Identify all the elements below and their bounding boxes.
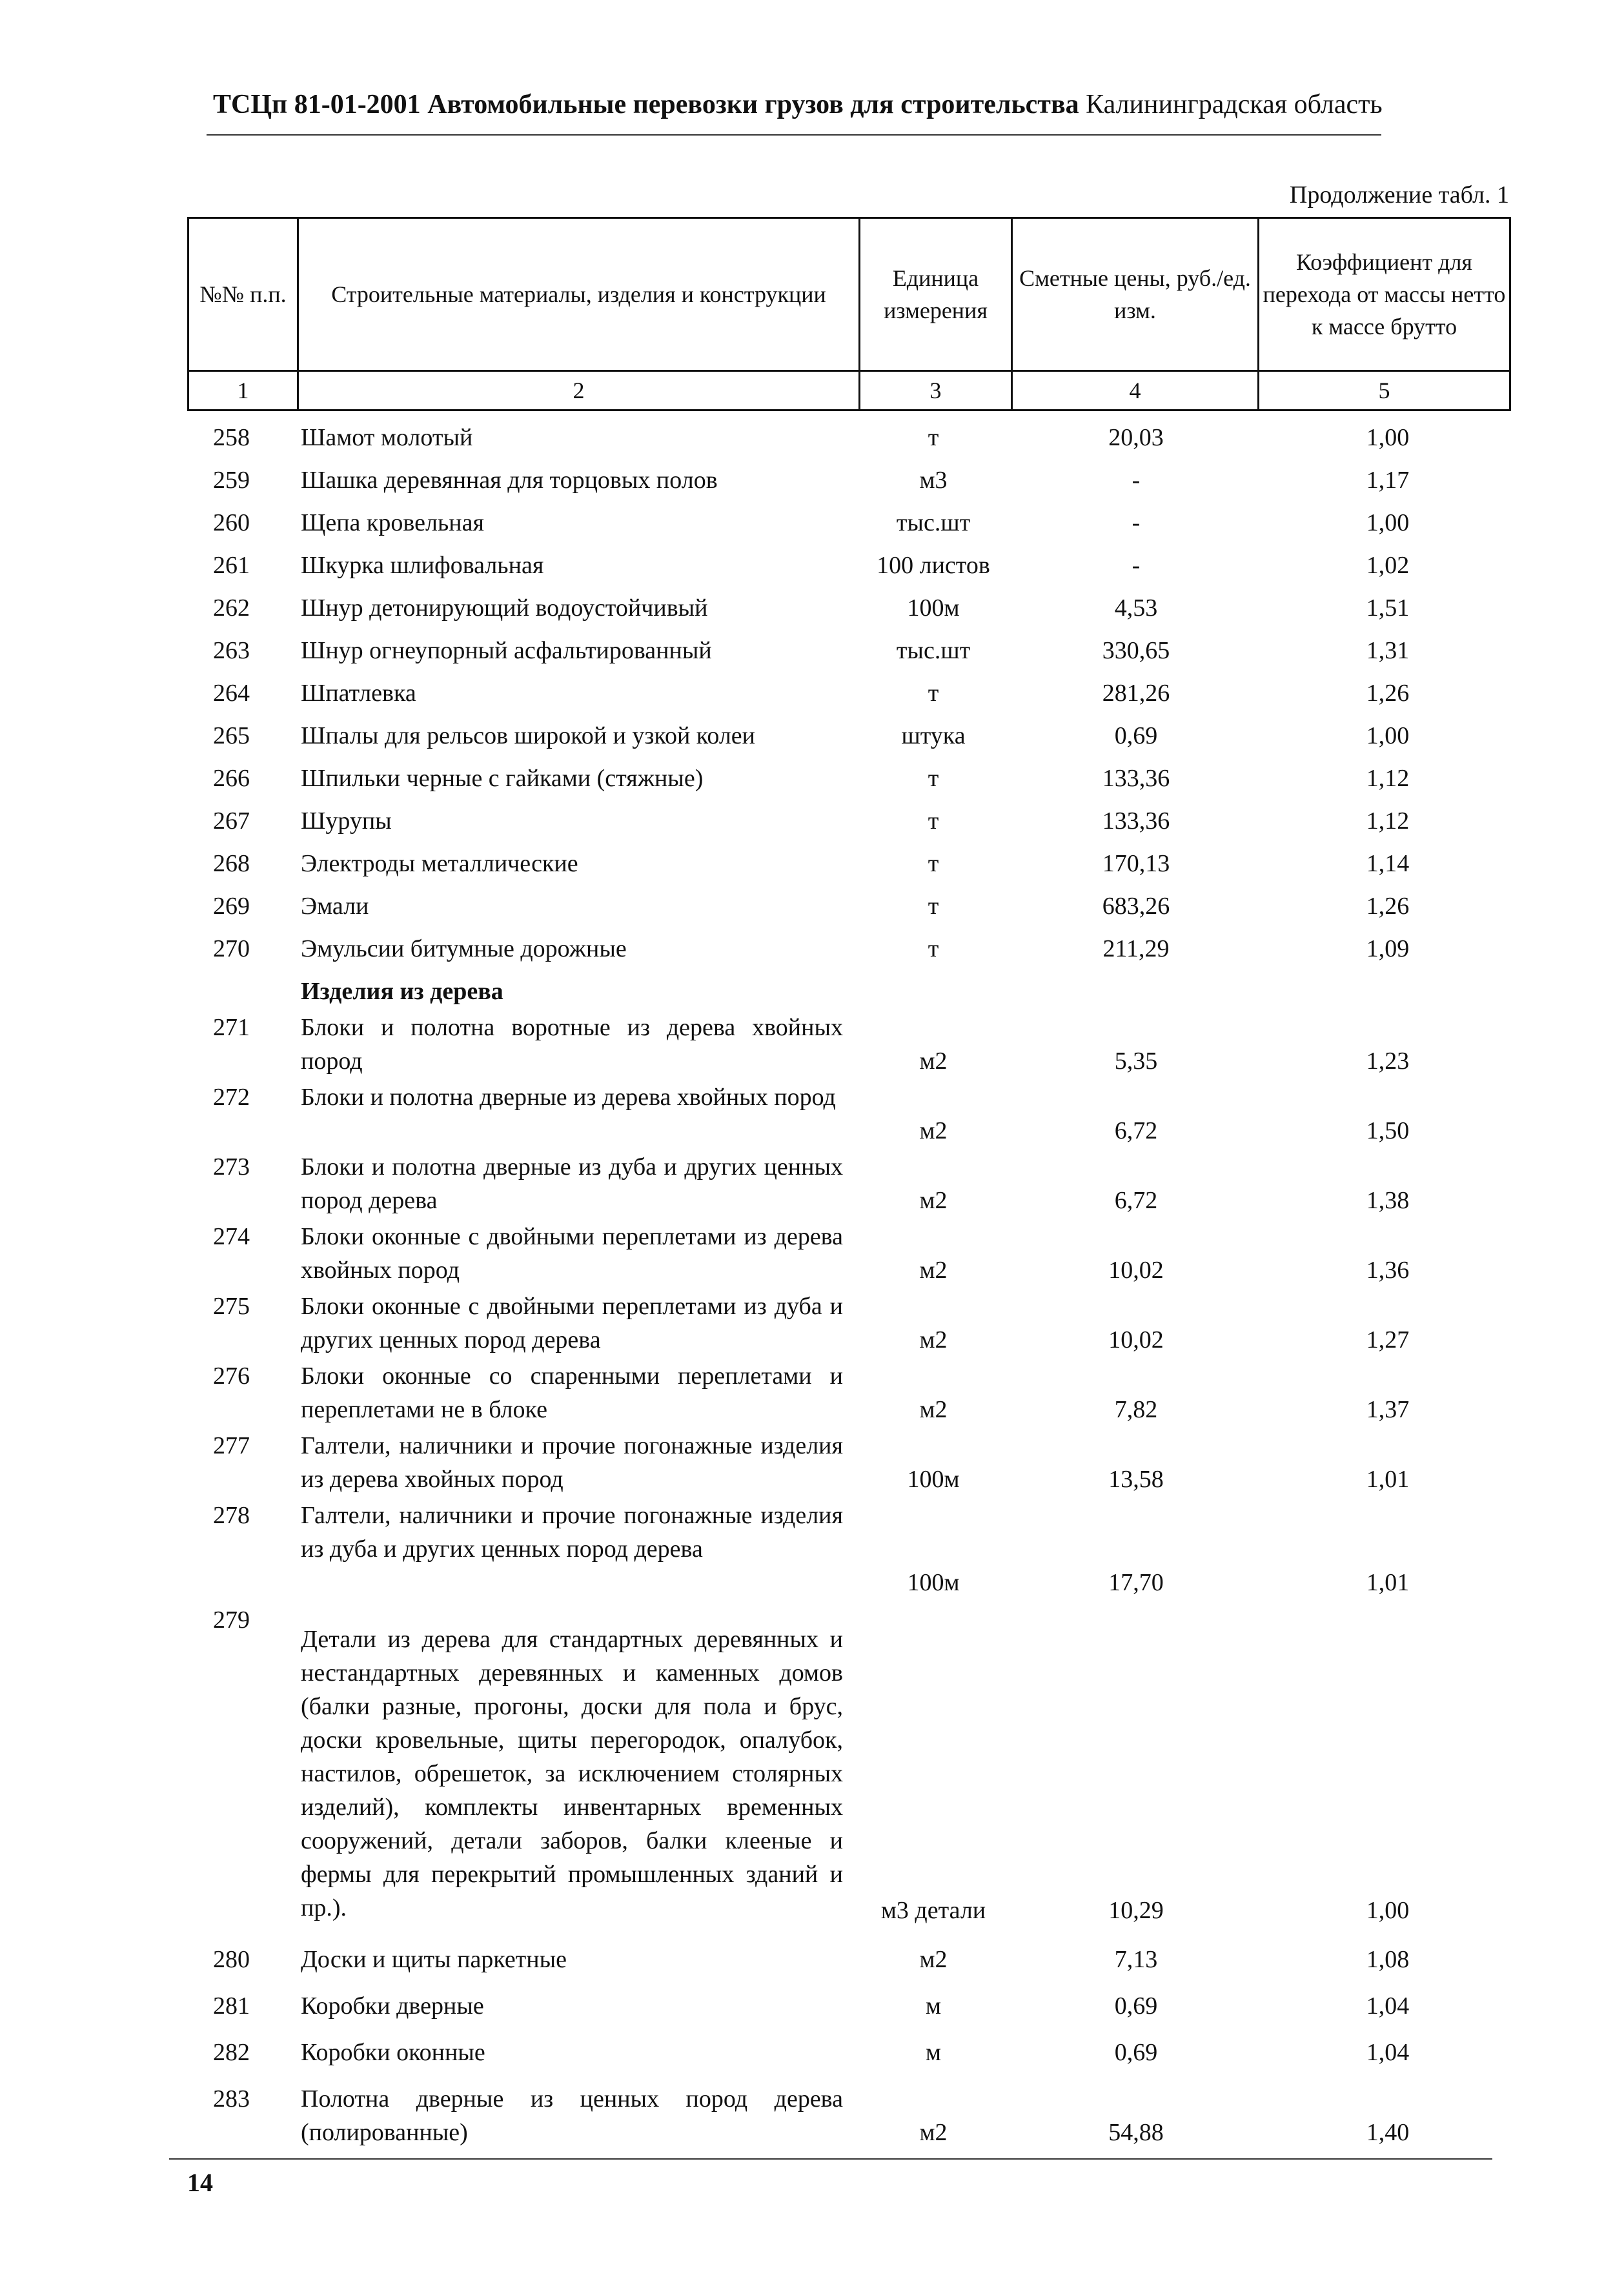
- row-price: 5,35: [1114, 1048, 1158, 1075]
- row-number: 273: [213, 1153, 250, 1180]
- col-number-1: 1: [188, 371, 298, 410]
- row-coefficient: 1,00: [1366, 722, 1410, 749]
- row-number: 276: [213, 1362, 250, 1390]
- row-unit: тыс.шт: [896, 637, 971, 664]
- row-material-name: Шашка деревянная для торцовых полов: [301, 467, 718, 494]
- row-unit: м: [925, 2039, 942, 2066]
- row-unit: м2: [919, 1187, 948, 1214]
- row-price: 7,82: [1114, 1396, 1158, 1423]
- table-header: [187, 217, 1511, 411]
- row-number: 282: [213, 2039, 250, 2066]
- col-number-4: 4: [1012, 371, 1259, 410]
- row-coefficient: 1,00: [1366, 1897, 1410, 1924]
- row-unit: т: [928, 935, 939, 962]
- row-unit: м3: [919, 467, 948, 494]
- row-coefficient: 1,04: [1366, 2039, 1410, 2066]
- col-header-material: Строительные материалы, изделия и конструкции: [298, 218, 860, 371]
- row-number: 274: [213, 1223, 250, 1250]
- row-coefficient: 1,27: [1366, 1326, 1410, 1353]
- row-unit: м2: [919, 1946, 948, 1973]
- row-unit: м2: [919, 1257, 948, 1284]
- row-coefficient: 1,50: [1366, 1117, 1410, 1144]
- row-number: 271: [213, 1014, 250, 1041]
- document-code: ТСЦп 81-01-2001: [213, 90, 421, 119]
- row-number: 266: [213, 765, 250, 792]
- row-coefficient: 1,02: [1366, 552, 1410, 579]
- col-header-unit: Единица измерения: [860, 218, 1012, 371]
- row-unit: м2: [919, 1396, 948, 1423]
- row-number: 277: [213, 1432, 250, 1459]
- row-coefficient: 1,36: [1366, 1257, 1410, 1284]
- row-material-name: Блоки и полотна дверные из дерева хвойных пород: [301, 1084, 836, 1111]
- row-material-name: Полотна дверные из ценных пород дерева (полированные): [301, 2085, 843, 2146]
- row-coefficient: 1,26: [1366, 680, 1410, 707]
- row-material-name: Шамот молотый: [301, 424, 473, 451]
- row-number: 278: [213, 1502, 250, 1529]
- row-coefficient: 1,08: [1366, 1946, 1410, 1973]
- row-unit: 100м: [907, 594, 960, 622]
- row-material-name: Шпалы для рельсов широкой и узкой колеи: [301, 722, 755, 749]
- row-material-name: Блоки и полотна воротные из дерева хвойных пород: [301, 1014, 843, 1075]
- row-price: 133,36: [1102, 807, 1170, 835]
- row-coefficient: 1,01: [1366, 1466, 1410, 1493]
- row-number: 281: [213, 1992, 250, 2020]
- row-material-name: Шнур огнеупорный асфальтированный: [301, 637, 712, 664]
- row-price: 20,03: [1108, 424, 1164, 451]
- row-material-name: Блоки оконные с двойными переплетами из дуба и других ценных пород дерева: [301, 1293, 843, 1353]
- row-number: 267: [213, 807, 250, 835]
- row-price: 0,69: [1114, 1992, 1158, 2020]
- row-material-name: Эмульсии битумные дорожные: [301, 935, 627, 962]
- row-material-name: Шпильки черные с гайками (стяжные): [301, 765, 704, 792]
- row-number: 265: [213, 722, 250, 749]
- row-material-name: Доски и щиты паркетные: [301, 1946, 567, 1973]
- row-unit: т: [928, 765, 939, 792]
- row-price: 17,70: [1108, 1569, 1164, 1596]
- row-coefficient: 1,31: [1366, 637, 1410, 664]
- row-number: 264: [213, 680, 250, 707]
- row-price: 54,88: [1108, 2119, 1164, 2146]
- col-number-3: 3: [860, 371, 1012, 410]
- row-number: 260: [213, 509, 250, 536]
- row-number: 261: [213, 552, 250, 579]
- row-unit: м3 детали: [880, 1897, 986, 1924]
- row-material-name: Шнур детонирующий водоустойчивый: [301, 594, 708, 622]
- row-unit: 100м: [907, 1466, 960, 1493]
- row-coefficient: 1,04: [1366, 1992, 1410, 2020]
- row-material-name: Галтели, наличники и прочие погонажные изделия из дерева хвойных пород: [301, 1432, 843, 1493]
- row-number: 268: [213, 850, 250, 877]
- row-coefficient: 1,00: [1366, 424, 1410, 451]
- row-coefficient: 1,37: [1366, 1396, 1410, 1423]
- row-unit: м2: [919, 2119, 948, 2146]
- row-coefficient: 1,00: [1366, 509, 1410, 536]
- row-coefficient: 1,12: [1366, 807, 1410, 835]
- row-coefficient: 1,26: [1366, 893, 1410, 920]
- row-price: 0,69: [1114, 2039, 1158, 2066]
- row-unit: м2: [919, 1117, 948, 1144]
- row-coefficient: 1,01: [1366, 1569, 1410, 1596]
- row-material-name: Галтели, наличники и прочие погонажные изделия из дуба и других ценных пород дерева: [301, 1502, 843, 1563]
- row-number: 272: [213, 1084, 250, 1111]
- row-price: 6,72: [1114, 1117, 1158, 1144]
- row-unit: 100м: [907, 1569, 960, 1596]
- row-number: 270: [213, 935, 250, 962]
- col-header-price: Сметные цены, руб./ед. изм.: [1012, 218, 1259, 371]
- row-number: 279: [213, 1606, 250, 1634]
- row-price: 10,02: [1108, 1257, 1164, 1284]
- row-material-name: Блоки оконные со спаренными переплетами и переплетами не в блоке: [301, 1362, 843, 1423]
- row-price: 683,26: [1102, 893, 1170, 920]
- row-coefficient: 1,40: [1366, 2119, 1410, 2146]
- section-title-text: Изделия из дерева: [301, 978, 503, 1005]
- row-price: 170,13: [1102, 850, 1170, 877]
- row-material-name: Электроды металлические: [301, 850, 578, 877]
- row-unit: м: [925, 1992, 942, 2020]
- row-price: 10,02: [1108, 1326, 1164, 1353]
- continuation-label: Продолжение табл. 1: [1289, 181, 1509, 208]
- row-unit: т: [928, 850, 939, 877]
- row-price: -: [1132, 509, 1141, 536]
- row-coefficient: 1,51: [1366, 594, 1410, 622]
- row-material-name: Шкурка шлифовальная: [301, 552, 544, 579]
- row-number: 283: [213, 2085, 250, 2112]
- row-coefficient: 1,38: [1366, 1187, 1410, 1214]
- row-number: 275: [213, 1293, 250, 1320]
- row-price: 133,36: [1102, 765, 1170, 792]
- row-price: 13,58: [1108, 1466, 1164, 1493]
- row-price: -: [1132, 467, 1141, 494]
- row-material-name: Блоки оконные с двойными переплетами из дерева хвойных пород: [301, 1223, 843, 1284]
- row-coefficient: 1,12: [1366, 765, 1410, 792]
- row-material-name: Эмали: [301, 893, 369, 920]
- row-material-name: Коробки оконные: [301, 2039, 485, 2066]
- row-price: 7,13: [1114, 1946, 1158, 1973]
- region: Калининградская область: [1086, 90, 1383, 119]
- header-divider: [207, 134, 1381, 136]
- row-price: 330,65: [1102, 637, 1170, 664]
- row-unit: 100 листов: [877, 552, 990, 579]
- row-unit: т: [928, 807, 939, 835]
- page-number: 14: [187, 2168, 213, 2197]
- row-unit: т: [928, 893, 939, 920]
- row-coefficient: 1,09: [1366, 935, 1410, 962]
- row-price: 4,53: [1114, 594, 1158, 622]
- row-material-name: Шпатлевка: [301, 680, 416, 707]
- row-price: 281,26: [1102, 680, 1170, 707]
- row-number: 269: [213, 893, 250, 920]
- row-material-name: Шурупы: [301, 807, 392, 835]
- document-title: Автомобильные перевозки грузов для строительства: [427, 90, 1079, 119]
- row-coefficient: 1,17: [1366, 467, 1410, 494]
- row-number: 259: [213, 467, 250, 494]
- row-unit: штука: [901, 722, 966, 749]
- row-material-name: Коробки дверные: [301, 1992, 484, 2020]
- row-unit: т: [928, 424, 939, 451]
- page-header: [213, 89, 1383, 120]
- row-number: 262: [213, 594, 250, 622]
- row-material-name: Блоки и полотна дверные из дуба и других ценных пород дерева: [301, 1153, 843, 1214]
- row-unit: тыс.шт: [896, 509, 971, 536]
- row-price: 0,69: [1114, 722, 1158, 749]
- row-unit: м2: [919, 1326, 948, 1353]
- row-price: -: [1132, 552, 1141, 579]
- row-number: 280: [213, 1946, 250, 1973]
- footer-divider: [169, 2158, 1492, 2160]
- col-header-number: №№ п.п.: [188, 218, 298, 371]
- col-number-2: 2: [298, 371, 860, 410]
- row-coefficient: 1,23: [1366, 1048, 1410, 1075]
- row-number: 258: [213, 424, 250, 451]
- row-number: 263: [213, 637, 250, 664]
- col-number-5: 5: [1259, 371, 1510, 410]
- row-unit: м2: [919, 1048, 948, 1075]
- row-price: 211,29: [1102, 935, 1170, 962]
- row-price: 10,29: [1108, 1897, 1164, 1924]
- row-unit: т: [928, 680, 939, 707]
- row-coefficient: 1,14: [1366, 850, 1410, 877]
- col-header-coef: Коэффициент для перехода от массы нетто к массе брутто: [1259, 218, 1510, 371]
- row-material-name: Щепа кровельная: [301, 509, 484, 536]
- row-price: 6,72: [1114, 1187, 1158, 1214]
- row-material-name: Детали из дерева для стандартных деревянных и нестандартных деревянных и каменных домов (балки разные, прогоны, доски для пола и брус, доски кровельные, щиты перегородок, опалубок, настилов, обрешеток, за исключением столярных изделий), комплекты инвентарных временных сооружений, детали заборов, балки клееные и фермы для перекрытий промышленных зданий и пр.).: [301, 1626, 843, 1921]
